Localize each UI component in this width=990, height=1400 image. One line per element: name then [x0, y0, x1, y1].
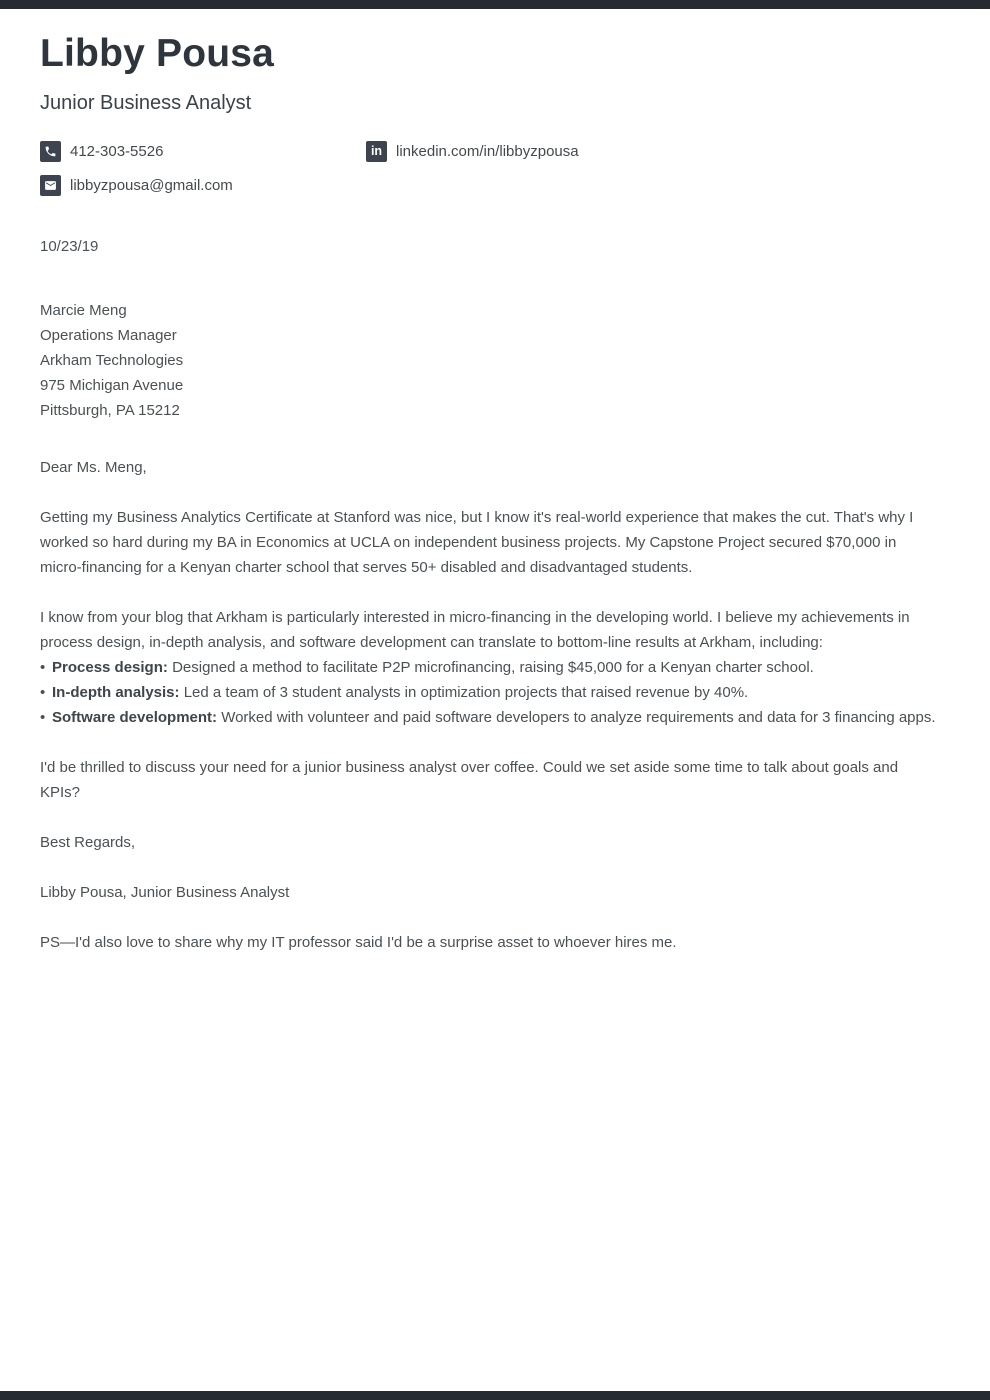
top-accent-bar	[0, 0, 990, 9]
recipient-company: Arkham Technologies	[40, 352, 184, 369]
linkedin-url: linkedin.com/in/libbyzpousa	[396, 143, 579, 160]
contact-linkedin	[366, 139, 940, 164]
list-item: • Software development: Worked with volunteer and paid software developers to analyze requirements and data for 3 financing apps.	[40, 705, 940, 730]
recipient-street: 975 Michigan Avenue	[40, 377, 184, 394]
recipient-name: Marcie Meng	[40, 302, 127, 319]
contact-info	[40, 139, 940, 198]
paragraph-achievements-lead: I know from your blog that Arkham is particularly interested in micro-financing in the developing world. I believe my achievements in process design, in-depth analysis, and software development can translate to bottom-line results at Arkham, including:	[40, 609, 910, 651]
letter-body	[0, 234, 990, 955]
list-item: • Process design: Designed a method to facilitate P2P microfinancing, raising $45,000 for a Kenyan charter school.	[40, 655, 940, 680]
recipient-role: Operations Manager	[40, 327, 177, 344]
letter-header	[0, 0, 990, 198]
salutation: Dear Ms. Meng,	[40, 459, 147, 476]
bullet-marker: •	[40, 684, 46, 701]
paragraph-intro: Getting my Business Analytics Certificate at Stanford was nice, but I know it's real-world experience that makes the cut. That's why I worked so hard during my BA in Economics at UCLA on independent business projects. My Capstone Project secured $70,000 in micro-financing for a Kenyan charter school that serves 50+ disabled and disadvantaged students.	[40, 509, 914, 576]
page-title: Libby Pousa	[40, 32, 275, 75]
letter-date: 10/23/19	[40, 238, 99, 255]
bottom-accent-bar	[0, 1391, 990, 1400]
phone-number: 412-303-5526	[70, 143, 164, 160]
contact-email	[40, 173, 366, 198]
achievement-list	[40, 655, 940, 730]
bullet-marker: •	[40, 659, 46, 676]
closing: Best Regards,	[40, 834, 136, 851]
recipient-city: Pittsburgh, PA 15212	[40, 402, 180, 419]
recipient-block	[40, 298, 940, 423]
phone-icon	[40, 141, 61, 162]
envelope-icon	[40, 175, 61, 196]
postscript: PS—I'd also love to share why my IT professor said I'd be a surprise asset to whoever hires me.	[40, 934, 677, 951]
list-item: • In-depth analysis: Led a team of 3 student analysts in optimization projects that raised revenue by 40%.	[40, 680, 940, 705]
contact-phone	[40, 139, 366, 164]
bullet-marker: •	[40, 709, 46, 726]
email-address: libbyzpousa@gmail.com	[70, 177, 233, 194]
signature: Libby Pousa, Junior Business Analyst	[40, 884, 290, 901]
paragraph-call-to-action: I'd be thrilled to discuss your need for a junior business analyst over coffee. Could we set aside some time to talk about goals and KPIs?	[40, 759, 899, 801]
job-title: Junior Business Analyst	[40, 92, 252, 114]
linkedin-icon: in	[366, 141, 387, 162]
